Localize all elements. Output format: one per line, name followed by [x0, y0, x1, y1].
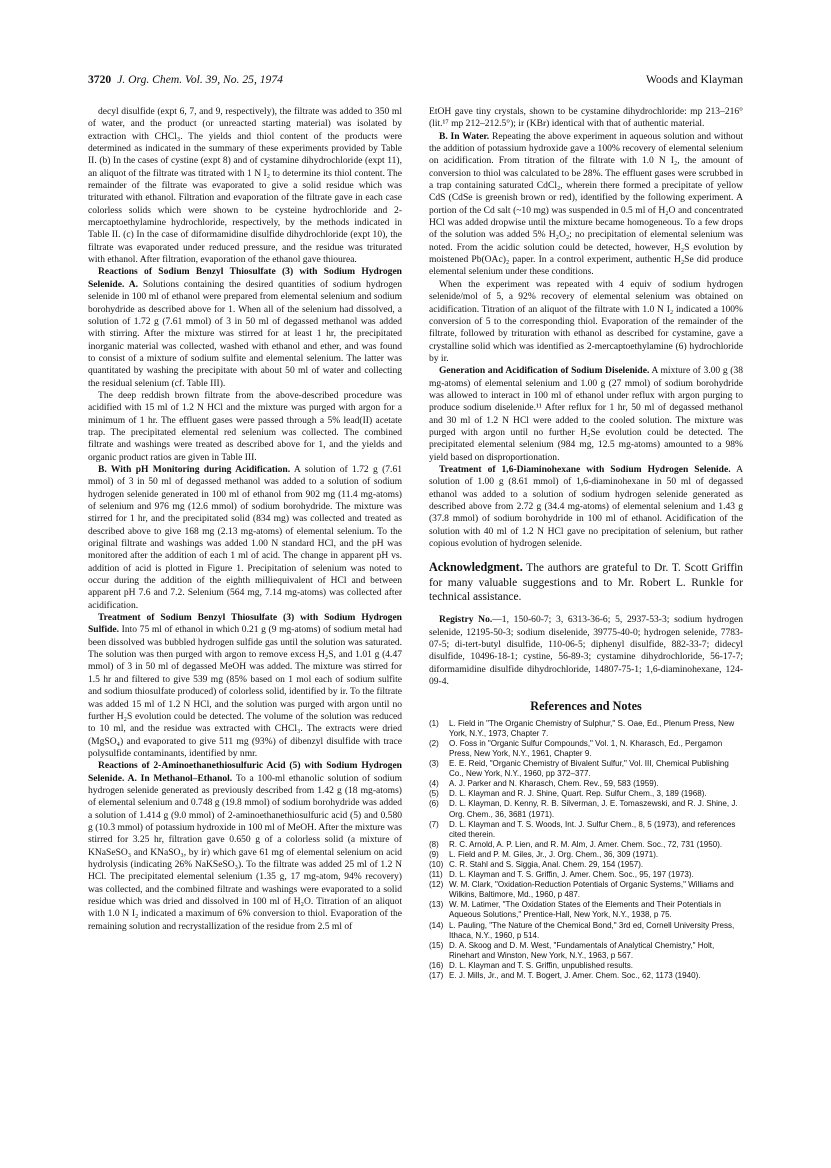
paragraph-text: Repeating the above experiment in aqueous solution and without the addition of potassium hydroxide gave a 100% recovery of elemental selenium on acidification. From titration of the filtrate with 1.0 N I₂, the amount of conversion to thiol was calculated to be 28%. The effluent gases were scrubbed in a trap containing saturated CdCl₂, wherein there formed a precipitate of yellow CdS (CdSe is greenish brown or red), identified by the following experiment. A portion of the Cd salt (~10 mg) was suspended in 0.5 ml of H₂O and concentrated HCl was added dropwise until the mixture became homogeneous. To a few drops of the solution was added 5% H₂O₂; no precipitation of elemental selenium was noted. From the acidic solution could be detected, however, H₂S evolution by moistened Pb(OAc)₂ paper. In a control experiment, authentic H₂Se did produce elemental selenium under these conditions.: [429, 130, 743, 278]
reference-number: (5): [429, 789, 439, 799]
acknowledgment-text: The authors are grateful to Dr. T. Scott Griffin for many valuable suggestions and to Mr. Robert L. Runkle for technical assistance.: [429, 562, 743, 603]
paragraph: [429, 106, 743, 131]
paragraph-text: decyl disulfide (expt 6, 7, and 9, respectively), the filtrate was added to 350 ml of water, and the product (or unreacted starting material) was isolated by extraction with CHCl₃. The yields and thiol content of the products were determined as indicated in the summary of these experiments provided by Table II. (b) In the cases of cystine (expt 8) and of cystamine dihydrochloride (expt 11), an aliquot of the filtrate was titrated with 1 N I₂ to determine its thiol content. The remainder of the filtrate was evaporated to give a solid residue which was triturated with ethanol. Filtration and evaporation of the filtrate gave in each case colorless solids which were shown to be cysteine hydrochloride and 2-mercaptoethylamine hydrochloride, respectively, by the methods indicated in Table II. (c) In the case of diformamidine disulfide dihydrochloride (expt 10), the filtrate was evaporated under reduced pressure, and the residue was triturated with ethanol. After filtration, evaporation of the ethanol gave thiourea.: [88, 106, 402, 266]
reference-number: (11): [429, 870, 443, 880]
reference-item: [429, 820, 743, 840]
reference-number: (12): [429, 880, 444, 890]
references-heading: References and Notes: [530, 699, 642, 714]
journal-citation: J. Org. Chem. Vol. 39, No. 25, 1974: [117, 73, 283, 86]
paragraph-heading: Treatment of Sodium Benzyl Thiosulfate (3) with Sodium Hydrogen Sulfide.: [88, 612, 402, 636]
references-list: [429, 719, 743, 981]
reference-text: D. L. Klayman, D. Kenny, R. B. Silverman, J. E. Tomaszewski, and R. J. Shine, J. Org. Chem., 36, 3681 (1971).: [449, 799, 738, 819]
reference-text: O. Foss in "Organic Sulfur Compounds," Vol. 1, N. Kharasch, Ed., Pergamon Press, New York, N.Y., 1961, Chapter 9.: [449, 738, 723, 758]
reference-item: [429, 739, 743, 759]
paragraph-heading: B. In Water.: [439, 130, 490, 142]
right-column-body: [429, 106, 743, 550]
paragraph-text: When the experiment was repeated with 4 equiv of sodium hydrogen selenide/mol of 5, a 92% recovery of elemental selenium was obtained on acidification. Titration of an aliquot of the filtrate with 1.0 N I₂ indicated a 100% conversion of 5 to the corresponding thiol. Evaporation of the remainder of the filtrate, followed by trituration with ethanol as described for cystamine, gave a crystalline solid which was identified as 2-mercaptoethylamine (6) hydrochloride by ir.: [429, 278, 743, 364]
header-authors: Woods and Klayman: [646, 73, 743, 86]
paragraph: [429, 365, 743, 464]
paragraph-text: To a 100-ml ethanolic solution of sodium hydrogen selenide generated as previously described from 1.42 g (18 mg-atoms) of elemental selenium and 0.748 g (19.8 mmol) of sodium borohydride was added a solution of 1.414 g (9.0 mmol) of 2-aminoethanethiosulfuric acid (5) and 0.580 g (10.3 mmol) of potassium hydroxide in 100 ml of MeOH. After the mixture was stirred for 3.25 hr, filtration gave 0.650 g of a colorless solid (a mixture of KNaSeSO₃ and KNaSO₃, by ir) which gave 61 mg of elemental selenium on acid hydrolysis (indicating 26% NaKSeSO₃). To the filtrate was added 25 ml of 1.2 N HCl. The precipitated elemental selenium (1.35 g, 17 mg-atom, 94% recovery) was collected, and the combined filtrate and washings were evaporated to a solid residue which was dried and dissolved in 100 ml of H₂O. Titration of an aliquot with 1.0 N I₂ indicated a maximum of 6% conversion to thiol. Evaporation of the remaining solution and recrystallization of the residue from 2.5 ml of: [88, 772, 403, 932]
paragraph-heading: Treatment of 1,6-Diaminohexane with Sodium Hydrogen Selenide.: [439, 463, 731, 475]
reference-number: (6): [429, 799, 439, 809]
reference-item: [429, 719, 743, 739]
paragraph-text: The deep reddish brown filtrate from the above-described procedure was acidified with 15 ml of 1.2 N HCl and the mixture was purged with argon for a minimum of 1 hr. The effluent gases were passed through a 5% lead(II) acetate trap. The precipitated elemental red selenium was collected. The combined filtrate and washings were treated as described above for 1, and the yields and organic product ratios are given in Table III.: [88, 389, 402, 463]
reference-text: D. A. Skoog and D. M. West, "Fundamentals of Analytical Chemistry," Holt, Rinehart and Winston, New York, N.Y., 1963, p 567.: [449, 940, 715, 960]
reference-item: [429, 921, 743, 941]
reference-text: R. C. Arnold, A. P. Lien, and R. M. Alm, J. Amer. Chem. Soc., 72, 731 (1950).: [449, 839, 723, 849]
acknowledgment-heading: Acknowledgment.: [429, 560, 523, 575]
reference-item: [429, 971, 743, 981]
reference-text: E. E. Reid, "Organic Chemistry of Bivalent Sulfur," Vol. III, Chemical Publishing Co., New York, N.Y., 1960, pp 372–377.: [449, 759, 729, 779]
reference-number: (2): [429, 738, 439, 748]
reference-item: [429, 789, 743, 799]
left-column: [88, 106, 402, 933]
reference-text: L. Field and P. M. Giles, Jr., J. Org. Chem., 36, 309 (1971).: [449, 849, 659, 859]
reference-item: [429, 860, 743, 870]
reference-text: D. L. Klayman and T. S. Griffin, unpublished results.: [449, 960, 633, 970]
registry-heading: Registry No.: [439, 614, 493, 626]
reference-text: D. L. Klayman and R. J. Shine, Quart. Rep. Sulfur Chem., 3, 189 (1968).: [449, 789, 707, 799]
paragraph-heading: B. With pH Monitoring during Acidification.: [98, 463, 291, 475]
reference-number: (17): [429, 971, 444, 981]
reference-text: C. R. Stahl and S. Siggia, Anal. Chem. 29, 154 (1957).: [449, 859, 644, 869]
reference-text: L. Field in "The Organic Chemistry of Sulphur," S. Oae, Ed., Plenum Press, New York, N.Y., 1973, Chapter 7.: [449, 718, 735, 738]
reference-number: (10): [429, 859, 444, 869]
paragraph: [88, 106, 402, 266]
reference-number: (8): [429, 839, 439, 849]
header-left: [88, 73, 283, 86]
paragraph-text: A mixture of 3.00 g (38 mg-atoms) of elemental selenium and 1.00 g (27 mmol) of sodium borohydride was allowed to interact in 100 ml of ethanol under reflux with argon purging to produce sodium diselenide.¹¹ After reflux for 1 hr, 50 ml of degassed methanol and 30 ml of 1.2 N HCl were added to the cooled solution. The mixture was purged with argon until no further H₂Se evolution could be detected. The precipitated elemental selenium (984 mg, 12.5 mg-atoms) amounted to a 98% yield based on disproportionation.: [429, 365, 743, 463]
reference-item: [429, 840, 743, 850]
reference-text: A. J. Parker and N. Kharasch, Chem. Rev., 59, 583 (1959).: [449, 779, 659, 789]
reference-item: [429, 880, 743, 900]
reference-number: (4): [429, 779, 439, 789]
paragraph-heading: Reactions of Sodium Benzyl Thiosulfate (3) with Sodium Hydrogen Selenide. A.: [88, 266, 402, 290]
paragraph: [88, 390, 402, 464]
paragraph-heading: Generation and Acidification of Sodium Diselenide.: [439, 365, 650, 377]
paragraph: [88, 266, 402, 389]
reference-item: [429, 799, 743, 819]
running-header: [88, 73, 743, 89]
reference-text: D. L. Klayman and T. S. Woods, Int. J. Sulfur Chem., 8, 5 (1973), and references cited therein.: [449, 819, 736, 839]
reference-number: (1): [429, 718, 439, 728]
paragraph-heading: Reactions of 2-Aminoethanethiosulfuric Acid (5) with Sodium Hydrogen Selenide. A. In Methanol–Ethanol.: [88, 760, 402, 784]
registry-text: —1, 150-60-7; 3, 6313-36-6; 5, 2937-53-3; sodium hydrogen selenide, 12195-50-3; sodium diselenide, 39775-40-0; hydrogen selenide, 7783-07-5; di-tert-butyl disulfide, 110-06-5; diphenyl disulfide, 882-33-7; didecyl disulfide, 10496-18-1; cystine, 56-89-3; cystamine dihydrochloride, 56-17-7; diformamidine disulfide dihydrochloride, 14807-75-1; 1,6-diaminohexane, 124-09-4.: [429, 614, 743, 687]
paragraph: [429, 464, 743, 550]
reference-text: D. L. Klayman and T. S. Griffin, J. Amer. Chem. Soc., 95, 197 (1973).: [449, 870, 694, 880]
paragraph: [88, 760, 402, 933]
acknowledgment: [429, 560, 743, 604]
reference-item: [429, 779, 743, 789]
paragraph: [88, 612, 402, 760]
paragraph-text: A solution of 1.00 g (8.61 mmol) of 1,6-diaminohexane in 50 ml of degassed ethanol was added to a solution of sodium hydrogen selenide generated as described above from 2.72 g (34.4 mg-atoms) of elemental selenium and 1.43 g (37.8 mmol) of sodium borohydride in 100 ml of ethanol. Acidification of the solution with 40 ml of 1.2 N HCl gave no precipitation of selenium, but rather copious evolution of hydrogen selenide.: [429, 463, 743, 550]
registry-numbers: [429, 614, 743, 688]
page-number: 3720: [88, 73, 112, 86]
paragraph-text: Into 75 ml of ethanol in which 0.21 g (9 mg-atoms) of sodium metal had been dissolved was bubbled hydrogen sulfide gas until the solution was saturated. The solution was then purged with argon to remove excess H₂S, and 1.01 g (4.47 mmol) of 3 in 50 ml of degassed MeOH was added. The mixture was stirred for 1.5 hr and filtered to give 539 mg (85% based on 1 mol each of sodium sulfite and sodium thiosulfate produced) of colorless solid, identified by ir. To the filtrate was added 15 ml of 1.2 N HCl, and the solution was purged with argon until no further H₂S evolution could be detected. The volume of the solution was reduced to 10 ml, and the residue was extracted with CHCl₃. The extracts were dried (MgSO₄) and evaporated to give 511 mg (93%) of dibenzyl disulfide with trace polysulfide contaminants, identified by nmr.: [88, 624, 402, 759]
paragraph: [429, 131, 743, 279]
reference-item: [429, 870, 743, 880]
reference-item: [429, 850, 743, 860]
reference-number: (15): [429, 940, 444, 950]
reference-item: [429, 759, 743, 779]
reference-text: L. Pauling, "The Nature of the Chemical Bond," 3rd ed, Cornell University Press, Ithaca, N.Y., 1960, p 514.: [449, 920, 735, 940]
reference-number: (16): [429, 960, 444, 970]
right-column: [429, 106, 743, 981]
reference-item: [429, 900, 743, 920]
reference-text: E. J. Mills, Jr., and M. T. Bogert, J. Amer. Chem. Soc., 62, 1173 (1940).: [449, 971, 701, 981]
reference-number: (13): [429, 900, 444, 910]
reference-item: [429, 961, 743, 971]
reference-number: (7): [429, 819, 439, 829]
reference-text: W. M. Clark, "Oxidation-Reduction Potentials of Organic Systems," Williams and Wilkins, Baltimore, Md., 1960, p 487.: [449, 880, 734, 900]
paragraph: [429, 279, 743, 365]
paragraph-text: EtOH gave tiny crystals, shown to be cystamine dihydrochloride: mp 213–216° (lit.¹⁷ mp 212–212.5°); ir (KBr) identical with that of authentic material.: [429, 106, 743, 130]
reference-text: W. M. Latimer, "The Oxidation States of the Elements and Their Potentials in Aqueous Solutions," Prentice-Hall, New York, N.Y., 1938, p 75.: [449, 900, 721, 920]
paragraph-text: A solution of 1.72 g (7.61 mmol) of 3 in 50 ml of degassed methanol was added to a solution of sodium hydrogen selenide generated in 100 ml of ethanol from 902 mg (11.4 mg-atoms) of selenium and 976 mg (12.6 mmol) of sodium borohydride. The mixture was stirred for 1 hr, and the precipitated solid (834 mg) was collected and treated as described above to give 168 mg (2.13 mg-atoms) of elemental selenium. To the original filtrate and washings was added 1.00 N standard HCl, and the pH was monitored after the addition of each 1 ml of acid. The change in apparent pH vs. addition of acid is plotted in Figure 1. Precipitation of selenium was noted to occur during the addition of the eighth milliequivalent of HCl and between apparent pH 7.6 and 7.2. Selenium (564 mg, 7.14 mg-atoms) was collected after acidification.: [88, 463, 402, 611]
reference-number: (3): [429, 759, 439, 769]
paragraph-text: Solutions containing the desired quantities of sodium hydrogen selenide in 100 ml of ethanol were prepared from elemental selenium and sodium borohydride as described above for 1. When all of the selenium had dissolved, a solution of 1.72 g (7.61 mmol) of 3 in 50 ml of degassed methanol was added with stirring. After the mixture was stirred for at least 1 hr, the precipitated inorganic material was collected, washed with ethanol and ether, and was found to consist of a mixture of sodium sulfite and elemental selenium. The latter was quantitated by washing the precipitate with about 50 ml of water and collecting the residual selenium (cf. Table III).: [88, 278, 402, 389]
paragraph: [88, 464, 402, 612]
reference-number: (9): [429, 849, 439, 859]
reference-number: (14): [429, 920, 444, 930]
reference-item: [429, 941, 743, 961]
